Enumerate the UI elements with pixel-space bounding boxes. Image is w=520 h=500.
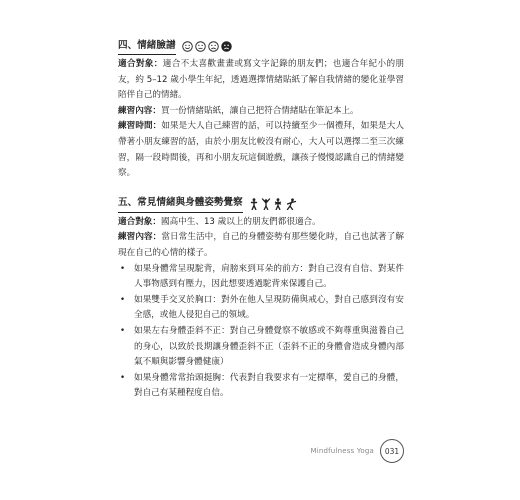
content-text: 當日常生活中，自己的身體姿勢有那些變化時，自己也試著了解現在自己的心情的樣子。: [118, 232, 404, 258]
crying-face-icon: [221, 41, 232, 52]
timing-text: 如果是大人自己練習的話，可以持續至少一個禮拜，如果是大人帶著小朋友練習的話，由於小朋友比較沒有耐心，大人可以選擇二至三次練習，隔一段時間後，再和小朋友玩這個遊戲，讓孩子慢慢認識自己的情緒變察。: [118, 121, 404, 179]
timing-label: 練習時間：: [118, 121, 162, 132]
section-4-content: [118, 104, 404, 120]
arms-up-figure-icon: [261, 198, 271, 210]
content-label: 練習內容：: [118, 105, 161, 116]
list-item: • 如果身體常常抬頭挺胸：代表對自我要求有一定標準，愛自己的身體，對自己有某種程度自信。: [118, 371, 404, 402]
section-4-heading: [118, 38, 404, 55]
audience-label: 適合對象：: [118, 59, 163, 69]
section-5-content: [118, 230, 404, 261]
page-footer: [310, 439, 404, 463]
section-4-timing: [118, 119, 404, 181]
content-text: 買一份情緒貼紙，讓自己把符合情緒貼在筆記本上。: [160, 105, 359, 116]
posture-bullet-list: [118, 262, 404, 402]
book-title: Mindfulness Yoga: [310, 447, 374, 455]
list-item: • 如果身體常呈現駝背，肩膀來到耳朵的前方：對自己沒有自信、對某件人事物感到有壓力，因此想要透過駝背來保護自己。: [118, 262, 404, 293]
section-4-title: 四、情緒臉譜: [118, 38, 176, 56]
list-item: • 如果雙手交叉於胸口：對外在他人呈現防備與戒心，對自己感到沒有安全感，或他人侵犯自己的領域。: [118, 293, 404, 324]
audience-label: 適合對象：: [118, 216, 161, 227]
smiley-face-icon: [182, 41, 193, 52]
section-4-audience: [118, 57, 404, 104]
audience-text: 國高中生、13 歲以上的朋友們都很適合。: [160, 216, 321, 227]
emotion-faces-icons: [182, 41, 232, 52]
section-5-heading: [118, 196, 404, 213]
standing-figure-icon: [249, 198, 259, 210]
posture-figures-icons: [249, 198, 297, 210]
list-item: • 如果左右身體歪斜不正：對自己身體覺察不敏感或不夠尊重與滋養自己的身心，以致於長期讓身體歪斜不正（歪斜不正的身體會造成身體內部氣不順與影響身體健康）: [118, 324, 404, 371]
leaning-figure-icon: [285, 198, 297, 210]
crossed-arms-figure-icon: [273, 198, 283, 210]
neutral-face-icon: [195, 41, 206, 52]
section-5-audience: [118, 215, 404, 231]
page-content: [118, 38, 404, 402]
frowning-face-icon: [208, 41, 219, 52]
content-label: 練習內容：: [118, 232, 162, 243]
audience-text: 適合不太喜歡畫畫或寫文字記錄的朋友們；也適合年紀小的朋友，約 5–12 歲小學生年紀，透過選擇情緒貼紙了解自我情緒的變化並學習陪伴自己的情緒。: [118, 59, 404, 101]
section-5-title: 五、常見情緒與身體姿勢覺察: [118, 195, 243, 213]
page-number: 031: [380, 439, 404, 463]
